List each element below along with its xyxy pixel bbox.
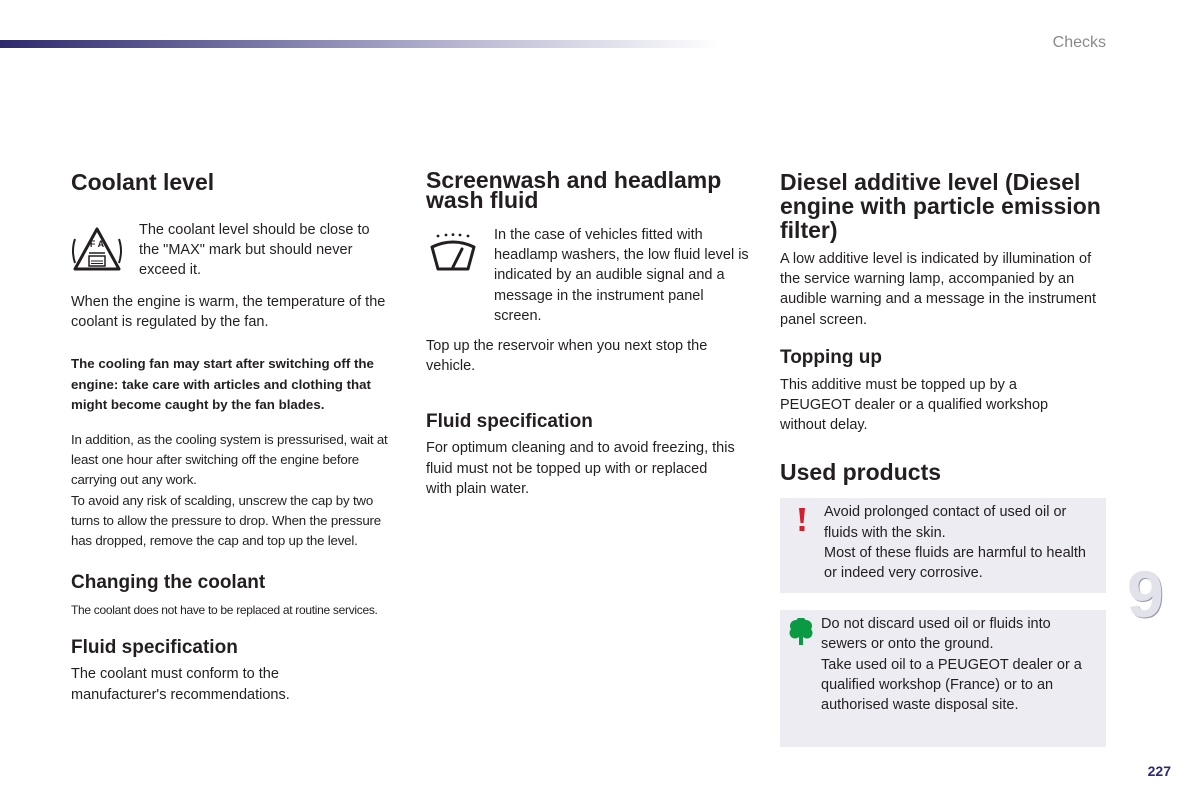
svg-text:F A: F A: [89, 239, 105, 249]
screenwash-column: [426, 168, 756, 499]
scalding-warning-text: To avoid any risk of scalding, unscrew the cap by two turns to allow the pressure to drop. When the pressure has dropped, remove the cap and top up the level.: [71, 492, 381, 549]
environment-disposal-note: [780, 610, 1106, 747]
coolant-level-note: The coolant level should be close to the "MAX" mark but should never exceed it.: [139, 222, 370, 279]
coolant-level-column: [71, 168, 401, 705]
chapter-number: 9: [1127, 557, 1162, 631]
diesel-additive-column: [780, 168, 1106, 747]
diesel-additive-text: A low additive level is indicated by illumination of the service warning lamp, accompanied by an audible warning and a message in the instrument panel screen.: [780, 251, 1096, 328]
used-products-heading: Used products: [780, 459, 942, 486]
coolant-level-warning-icon: [71, 225, 139, 284]
top-up-reservoir-text: Top up the reservoir when you next stop the vehicle.: [426, 338, 708, 375]
used-products-warning-note: [780, 498, 1106, 593]
screenwash-low-level-note: In the case of vehicles fitted with headlamp washers, the low fluid level is indicated by an audible signal and a message in the instrument panel screen.: [494, 227, 749, 324]
diesel-additive-heading: Diesel additive level (Diesel engine with particle emission filter): [780, 169, 1101, 243]
exclamation-icon: [780, 502, 824, 532]
coolant-level-heading: Coolant level: [71, 169, 215, 195]
changing-coolant-text: The coolant does not have to be replaced at routine services.: [71, 603, 378, 618]
used-oil-harmful-warning: Most of these fluids are harmful to health or indeed very corrosive.: [824, 544, 1086, 582]
coolant-warning-block: [71, 222, 401, 284]
screenwash-low-fluid-icon: [426, 227, 494, 280]
pressurised-system-text: In addition, as the cooling system is pressurised, wait at least one hour after switching off the engine before carrying out any work.: [71, 432, 388, 488]
screenwash-warning-block: [426, 227, 756, 326]
coolant-fluid-spec-text: The coolant must conform to the manufacturer's recommendations.: [71, 666, 290, 703]
screenwash-fluid-spec-heading: Fluid specification: [426, 411, 593, 433]
cooling-fan-warning: The cooling fan may start after switching off the engine: take care with articles and clothing that might become caught by the fan blades.: [71, 356, 374, 412]
coolant-warm-engine-text: When the engine is warm, the temperature of the coolant is regulated by the fan.: [71, 294, 386, 331]
header-gradient-bar: [0, 40, 720, 48]
coolant-fluid-spec-heading: Fluid specification: [71, 637, 238, 659]
screenwash-heading: Screenwash and headlamp wash fluid: [426, 167, 722, 213]
tree-icon: [780, 614, 821, 646]
section-title: Checks: [1052, 34, 1106, 51]
no-discard-oil-text: Do not discard used oil or fluids into sewers or onto the ground.: [821, 616, 1051, 653]
take-used-oil-text: Take used oil to a PEUGEOT dealer or a qualified workshop (France) or to an authorised waste disposal site.: [821, 656, 1082, 714]
used-oil-contact-warning: Avoid prolonged contact of used oil or fluids with the skin.: [824, 504, 1067, 541]
changing-coolant-heading: Changing the coolant: [71, 572, 266, 594]
topping-up-heading: Topping up: [780, 346, 882, 368]
topping-up-text: This additive must be topped up by a PEUGEOT dealer or a qualified workshop without delay.: [780, 376, 1049, 434]
screenwash-fluid-spec-text: For optimum cleaning and to avoid freezing, this fluid must not be topped up with or replaced with plain water.: [426, 440, 735, 497]
page-number: 227: [1147, 763, 1171, 779]
